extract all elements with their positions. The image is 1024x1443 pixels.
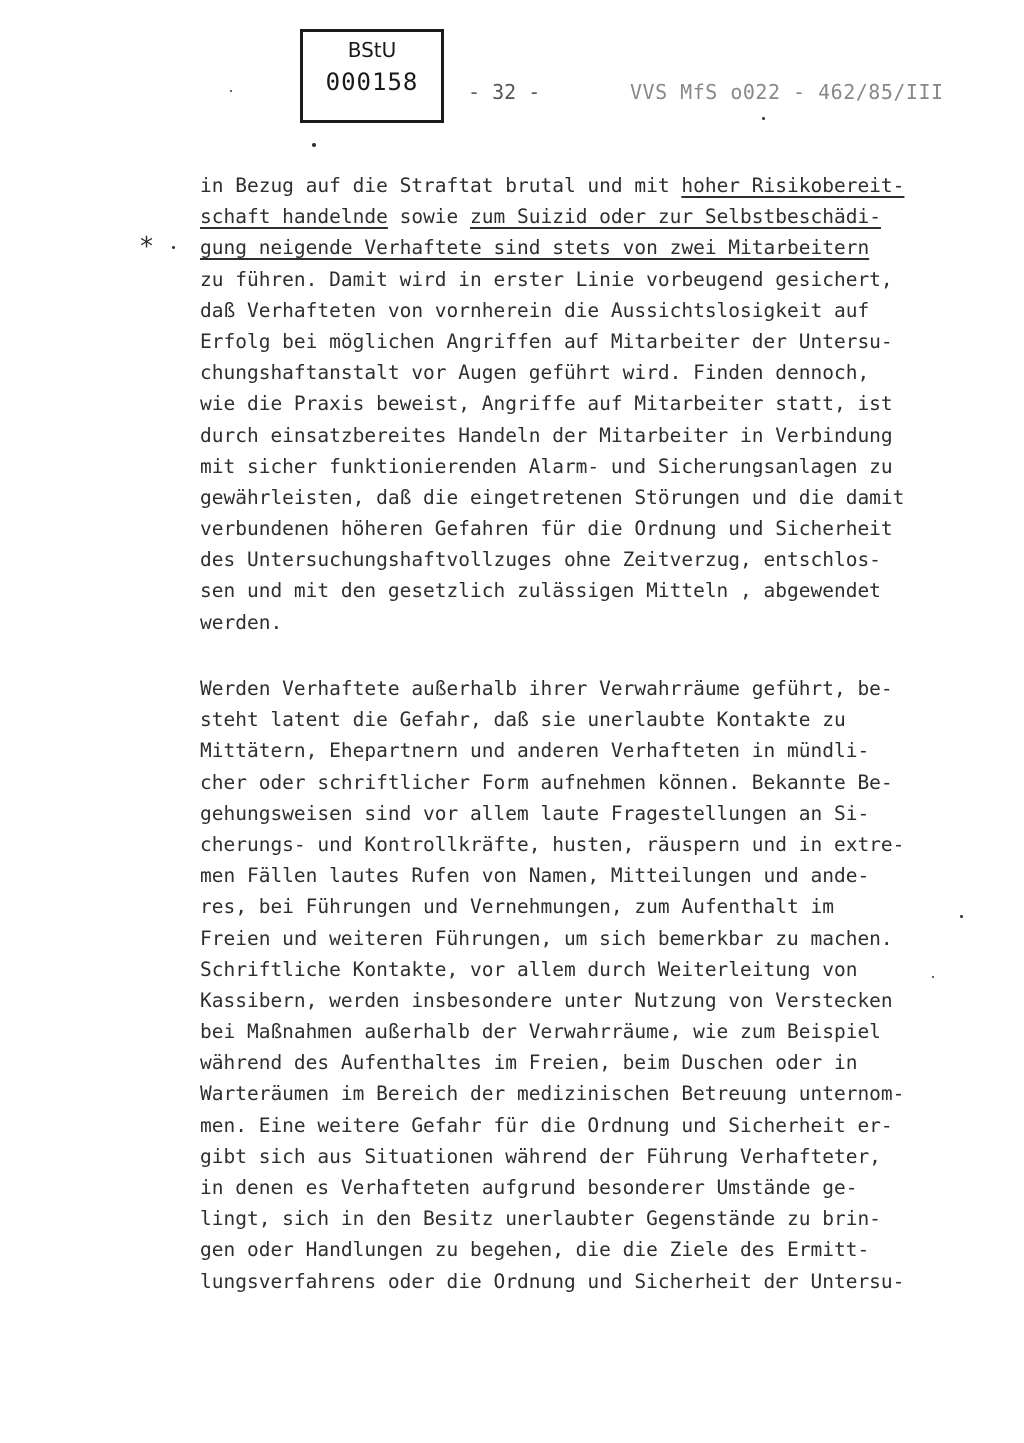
scan-speck	[932, 976, 934, 978]
text-line	[200, 295, 970, 326]
text-line	[200, 985, 970, 1016]
text-line	[200, 544, 970, 575]
text-line	[200, 513, 970, 544]
page-number: - 32 -	[468, 80, 541, 104]
text-line	[200, 1172, 970, 1203]
text-line	[200, 1266, 970, 1297]
text-line	[200, 482, 970, 513]
text-segment: schaft handelnde	[200, 205, 388, 229]
text-segment: gibt sich aus Situationen während der Führung Verhafteter,	[200, 1144, 881, 1168]
text-segment: men. Eine weitere Gefahr für die Ordnung und Sicherheit er-	[200, 1113, 893, 1137]
text-segment: men Fällen lautes Rufen von Namen, Mitteilungen und ande-	[200, 864, 870, 888]
text-segment: des Untersuchungshaftvollzuges ohne Zeitverzug, entschlos-	[200, 548, 881, 572]
text-line	[200, 923, 970, 954]
scan-speck	[762, 117, 765, 120]
text-line	[200, 1234, 970, 1265]
text-segment: Warteräumen im Bereich der medizinischen Betreuung unternom-	[200, 1082, 905, 1106]
text-line	[200, 1078, 970, 1109]
text-line	[200, 891, 970, 922]
scan-speck	[172, 246, 175, 249]
text-segment: Schriftliche Kontakte, vor allem durch Weiterleitung von	[200, 957, 858, 981]
text-line	[200, 767, 970, 798]
text-line	[200, 954, 970, 985]
text-line	[200, 673, 970, 704]
text-line	[200, 232, 970, 263]
text-segment: zu führen. Damit wird in erster Linie vorbeugend gesichert,	[200, 267, 893, 291]
text-segment: in denen es Verhafteten aufgrund besonderer Umstände ge-	[200, 1176, 858, 1199]
text-segment: lungsverfahrens oder die Ordnung und Sicherheit der Untersu-	[200, 1269, 905, 1293]
text-line	[200, 170, 970, 201]
stamp-page-number: 000158	[325, 68, 419, 96]
text-line	[200, 1047, 970, 1078]
text-line	[200, 201, 970, 232]
text-segment: hoher Risikobereit-	[681, 174, 905, 197]
scan-speck	[230, 90, 232, 92]
text-line	[200, 1141, 970, 1172]
stamp-label: BStU	[347, 38, 397, 62]
text-line	[200, 798, 970, 829]
scan-speck	[960, 915, 963, 918]
paragraph-1	[200, 170, 970, 638]
text-segment: während des Aufenthaltes im Freien, beim Duschen oder in	[200, 1051, 858, 1075]
text-segment: zum Suizid oder zur Selbstbeschädi-	[470, 205, 881, 229]
text-line	[200, 735, 970, 766]
text-segment: in Bezug auf die Straftat brutal und mit	[200, 174, 682, 197]
text-line	[200, 451, 970, 482]
text-line	[200, 860, 970, 891]
text-segment: steht latent die Gefahr, daß sie unerlaubte Kontakte zu	[200, 708, 846, 732]
paragraph-2	[200, 673, 970, 1297]
text-segment: Mittätern, Ehepartnern und anderen Verhafteten in mündli-	[200, 739, 870, 763]
text-line	[200, 704, 970, 735]
text-segment: res, bei Führungen und Vernehmungen, zum Aufenthalt im	[200, 895, 834, 919]
text-line	[200, 420, 970, 451]
text-segment: werden.	[200, 610, 283, 634]
file-reference: VVS MfS o022 - 462/85/III	[630, 80, 944, 104]
text-segment: gehungsweisen sind vor allem laute Fragestellungen an Si-	[200, 801, 870, 825]
margin-asterisk-mark: *	[140, 232, 153, 262]
text-segment: lingt, sich in den Besitz unerlaubter Gegenstände zu brin-	[200, 1207, 881, 1231]
text-line	[200, 575, 970, 606]
text-line	[200, 1110, 970, 1141]
archive-stamp	[300, 29, 444, 123]
text-segment: gung neigende Verhaftete sind stets von zwei Mitarbeitern	[200, 236, 870, 260]
text-segment: sowie	[387, 205, 471, 229]
text-line	[200, 607, 970, 638]
text-line	[200, 1203, 970, 1234]
text-segment: bei Maßnahmen außerhalb der Verwahrräume, wie zum Beispiel	[200, 1020, 881, 1044]
scan-speck	[312, 143, 316, 147]
text-segment: cherungs- und Kontrollkräfte, husten, räuspern und in extre-	[200, 832, 905, 856]
text-segment: gewährleisten, daß die eingetretenen Störungen und die damit	[200, 485, 905, 509]
text-segment: verbundenen höheren Gefahren für die Ordnung und Sicherheit	[200, 517, 893, 541]
text-line	[200, 264, 970, 295]
text-segment: daß Verhafteten von vornherein die Aussichtslosigkeit auf	[200, 298, 870, 322]
text-segment: durch einsatzbereites Handeln der Mitarbeiter in Verbindung	[200, 423, 893, 447]
text-line	[200, 388, 970, 419]
text-segment: Werden Verhaftete außerhalb ihrer Verwahrräume geführt, be-	[200, 677, 893, 700]
text-segment: Erfolg bei möglichen Angriffen auf Mitarbeiter der Untersu-	[200, 329, 893, 353]
text-segment: gen oder Handlungen zu begehen, die die Ziele des Ermitt-	[200, 1238, 870, 1262]
text-line	[200, 357, 970, 388]
text-segment: wie die Praxis beweist, Angriffe auf Mitarbeiter statt, ist	[200, 392, 893, 416]
text-line	[200, 829, 970, 860]
text-segment: mit sicher funktionierenden Alarm- und Sicherungsanlagen zu	[200, 454, 893, 478]
text-line	[200, 1016, 970, 1047]
text-segment: cher oder schriftlicher Form aufnehmen können. Bekannte Be-	[200, 770, 893, 794]
text-line	[200, 326, 970, 357]
text-segment: Freien und weiteren Führungen, um sich bemerkbar zu machen.	[200, 926, 893, 950]
text-segment: sen und mit den gesetzlich zulässigen Mitteln , abgewendet	[200, 579, 881, 603]
text-segment: chungshaftanstalt vor Augen geführt wird. Finden dennoch,	[200, 361, 870, 385]
text-segment: Kassibern, werden insbesondere unter Nutzung von Verstecken	[200, 988, 893, 1012]
